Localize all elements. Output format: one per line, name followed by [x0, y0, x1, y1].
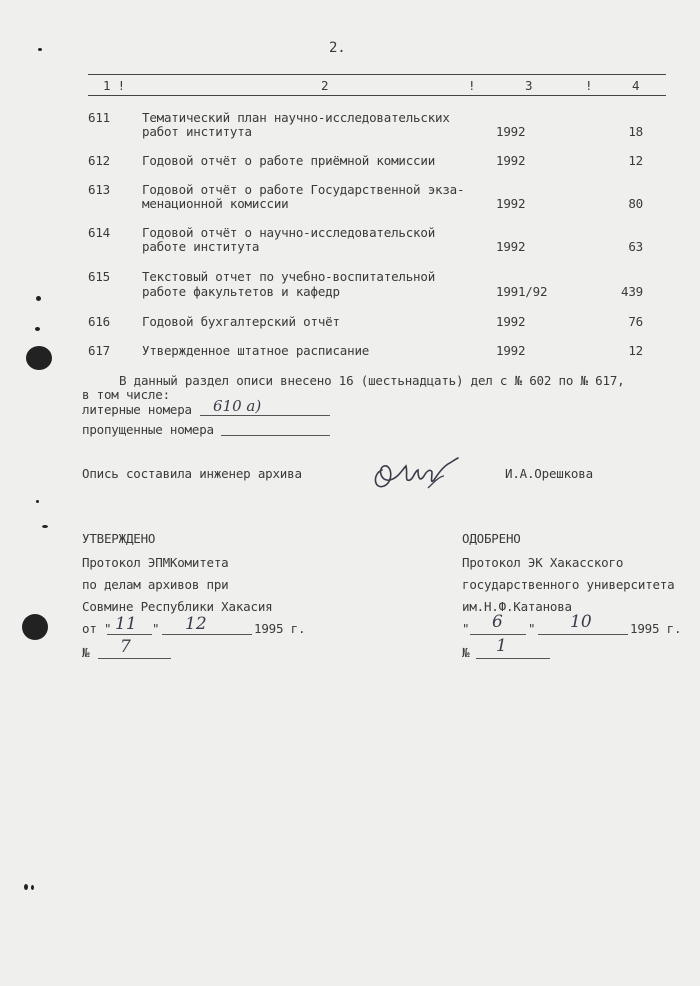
agreed-mid-quote: " — [528, 621, 536, 636]
row-count: 80 — [628, 196, 643, 211]
skipped-numbers-underline — [221, 435, 330, 436]
letter-numbers-value: 610 а) — [213, 397, 262, 415]
row-title-line: работе института — [142, 239, 260, 254]
row-year: 1992 — [496, 343, 526, 358]
compiler-signature — [368, 446, 478, 496]
row-number: 612 — [88, 153, 110, 168]
speck-mark — [36, 296, 41, 301]
row-number: 615 — [88, 269, 110, 284]
row-year: 1992 — [496, 124, 526, 139]
row-year: 1992 — [496, 196, 526, 211]
row-count: 18 — [628, 124, 643, 139]
agreed-number-prefix: № — [462, 645, 470, 660]
agreed-heading: ОДОБРЕНО — [462, 531, 521, 546]
approved-mid-quote: " — [152, 621, 160, 636]
row-title-line: Утвержденное штатное расписание — [142, 343, 370, 358]
compiler-name: И.А.Орешкова — [505, 466, 593, 481]
summary-line-1: В данный раздел описи внесено 16 (шестьнадцать) дел с № 602 по № 617, — [119, 373, 625, 388]
row-count: 76 — [628, 314, 643, 329]
row-year: 1992 — [496, 239, 526, 254]
approved-date-prefix: от " — [82, 621, 112, 636]
row-count: 439 — [621, 284, 643, 299]
row-title-line: менационной комиссии — [142, 196, 289, 211]
summary-line-2: в том числе: — [82, 387, 170, 402]
approved-month: 12 — [185, 614, 207, 634]
agreed-number-underline — [476, 658, 550, 659]
hole-punch-mark — [22, 614, 48, 640]
table-header-sep2: ! — [468, 78, 476, 93]
row-number: 616 — [88, 314, 110, 329]
approved-line-1: Протокол ЭПМКомитета — [82, 555, 229, 570]
speck-mark — [24, 884, 28, 890]
compiler-label: Опись составила инженер архива — [82, 466, 302, 481]
row-count: 63 — [628, 239, 643, 254]
row-title-line: Тематический план научно-исследовательских — [142, 110, 450, 125]
approved-number: 7 — [120, 637, 131, 657]
speck-mark — [36, 500, 39, 503]
speck-mark — [42, 525, 48, 528]
row-title-line: Текстовый отчет по учебно-воспитательной — [142, 269, 436, 284]
page-number: 2. — [329, 40, 346, 56]
approved-line-2: по делам архивов при — [82, 577, 229, 592]
row-count: 12 — [628, 153, 643, 168]
agreed-date-prefix: " — [462, 621, 470, 636]
approved-day: 11 — [115, 614, 137, 634]
table-header-bottom-rule — [88, 95, 666, 96]
row-title-line: работе факультетов и кафедр — [142, 284, 340, 299]
row-number: 613 — [88, 182, 110, 197]
row-year: 1992 — [496, 153, 526, 168]
row-title-line: Годовой бухгалтерский отчёт — [142, 314, 340, 329]
agreed-year: 1995 г. — [630, 621, 682, 636]
table-header-col3: 3 — [525, 78, 533, 93]
row-title-line: работ института — [142, 124, 252, 139]
row-number: 614 — [88, 225, 110, 240]
table-header-col1: 1 ! — [103, 78, 125, 93]
row-number: 617 — [88, 343, 110, 358]
row-year: 1991/92 — [496, 284, 548, 299]
agreed-line-1: Протокол ЭК Хакасского — [462, 555, 624, 570]
agreed-day-underline — [470, 634, 526, 635]
table-header-col4: 4 — [632, 78, 640, 93]
speck-mark — [31, 885, 34, 890]
approved-heading: УТВЕРЖДЕНО — [82, 531, 156, 546]
agreed-line-3: им.Н.Ф.Катанова — [462, 599, 572, 614]
row-title-line: Годовой отчёт о работе Государственной экза- — [142, 182, 465, 197]
row-title-line: Годовой отчёт о работе приёмной комиссии — [142, 153, 436, 168]
agreed-number: 1 — [496, 636, 507, 656]
row-title-line: Годовой отчёт о научно-исследовательской — [142, 225, 436, 240]
approved-day-underline — [107, 634, 152, 635]
letter-numbers-underline — [200, 415, 330, 416]
approved-month-underline — [162, 634, 252, 635]
agreed-day: 6 — [492, 612, 503, 632]
table-header-col2: 2 — [321, 78, 329, 93]
letter-numbers-label: литерные номера — [82, 402, 192, 417]
approved-line-3: Совмине Республики Хакасия — [82, 599, 273, 614]
agreed-month-underline — [538, 634, 628, 635]
speck-mark — [38, 48, 42, 51]
hole-punch-mark — [26, 346, 52, 370]
approved-number-underline — [98, 658, 171, 659]
speck-mark — [35, 327, 40, 331]
approved-number-prefix: № — [82, 645, 90, 660]
approved-year: 1995 г. — [254, 621, 306, 636]
table-header-sep3: ! — [585, 78, 593, 93]
row-count: 12 — [628, 343, 643, 358]
skipped-numbers-label: пропущенные номера — [82, 422, 214, 437]
row-year: 1992 — [496, 314, 526, 329]
agreed-month: 10 — [570, 612, 592, 632]
agreed-line-2: государственного университета — [462, 577, 675, 592]
table-header-top-rule — [88, 74, 666, 75]
row-number: 611 — [88, 110, 110, 125]
